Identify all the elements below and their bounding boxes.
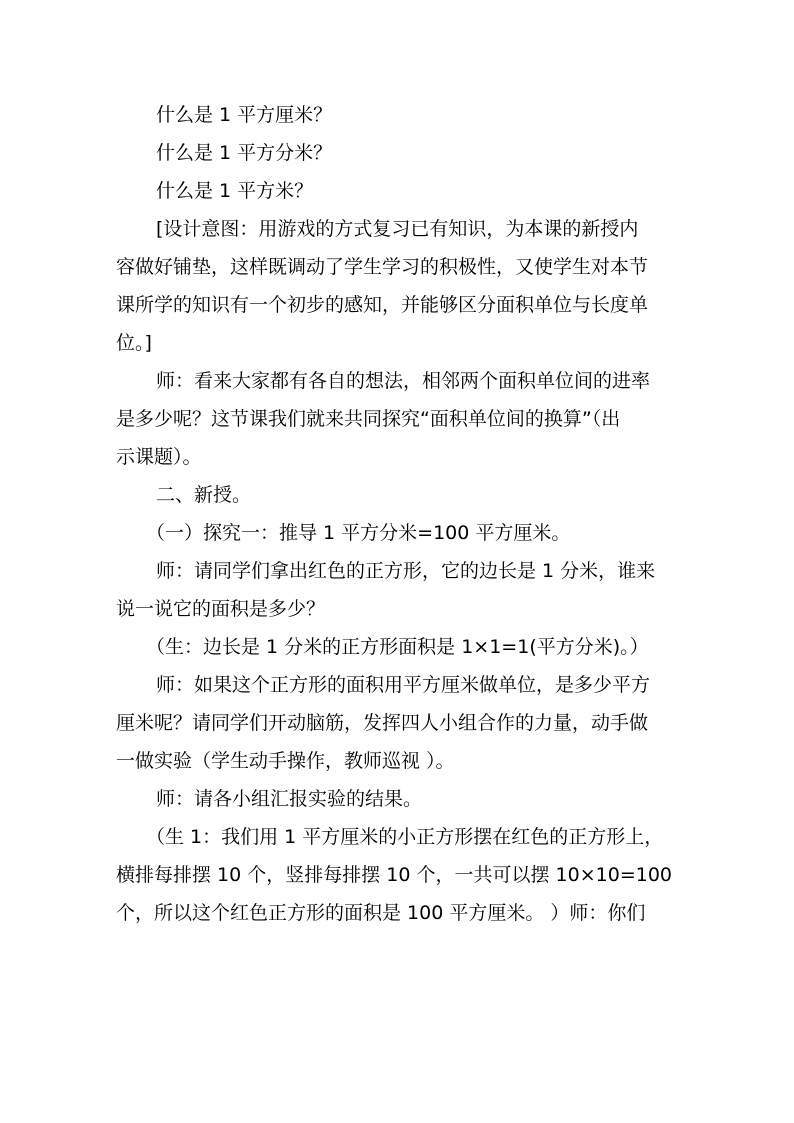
teacher-question-2: 师：如果这个正方形的面积用平方厘米做单位，是多少平方 [156, 674, 651, 696]
teacher-question-2-cont: 厘米呢？请同学们开动脑筋，发挥四人小组合作的力量，动手做 一做实验（学生动手操作，教师巡视 ）。 [116, 712, 649, 772]
student-answer-2: （生 1：我们用 1 平方厘米的小正方形摆在红色的正方形上， [146, 826, 664, 848]
student-answer-2-cont: 横排每排摆 10 个，竖排每排摆 10 个，一共可以摆 10×10=100 个，所以这个红色正方形的面积是 100 平方厘米。 ）师：你们 [116, 864, 673, 924]
teacher-intro-paragraph-cont: 是多少呢？这节课我们就来共同探究“面积单位间的换算”（出 示课题）。 [116, 408, 621, 468]
design-intent-paragraph-cont: 容做好铺垫，这样既调动了学生学习的积极性，又使学生对本节 课所学的知识有一个初步的感知，并能够区分面积单位与长度单 位。] [116, 256, 649, 354]
document-page [116, 96, 716, 932]
teacher-question-1-cont: 说一说它的面积是多少？ [116, 598, 326, 620]
student-answer-1: （生：边长是 1 分米的正方形面积是 1×1=1(平方分米)。） [146, 636, 649, 658]
section-title: 二、新授。 [156, 484, 252, 506]
teacher-question-3: 师：请各小组汇报实验的结果。 [156, 788, 423, 810]
inquiry-title: （一）探究一：推导 1 平方分米=100 平方厘米。 [146, 522, 571, 544]
question-line-1: 什么是 1 平方厘米？ [156, 104, 333, 126]
teacher-question-1: 师：请同学们拿出红色的正方形，它的边长是 1 分米，谁来 [156, 560, 656, 582]
design-intent-paragraph: [设计意图：用游戏的方式复习已有知识，为本课的新授内 [156, 218, 639, 240]
question-line-2: 什么是 1 平方分米？ [156, 142, 333, 164]
teacher-intro-paragraph: 师：看来大家都有各自的想法，相邻两个面积单位间的进率 [156, 370, 651, 392]
question-line-3: 什么是 1 平方米？ [156, 180, 314, 202]
